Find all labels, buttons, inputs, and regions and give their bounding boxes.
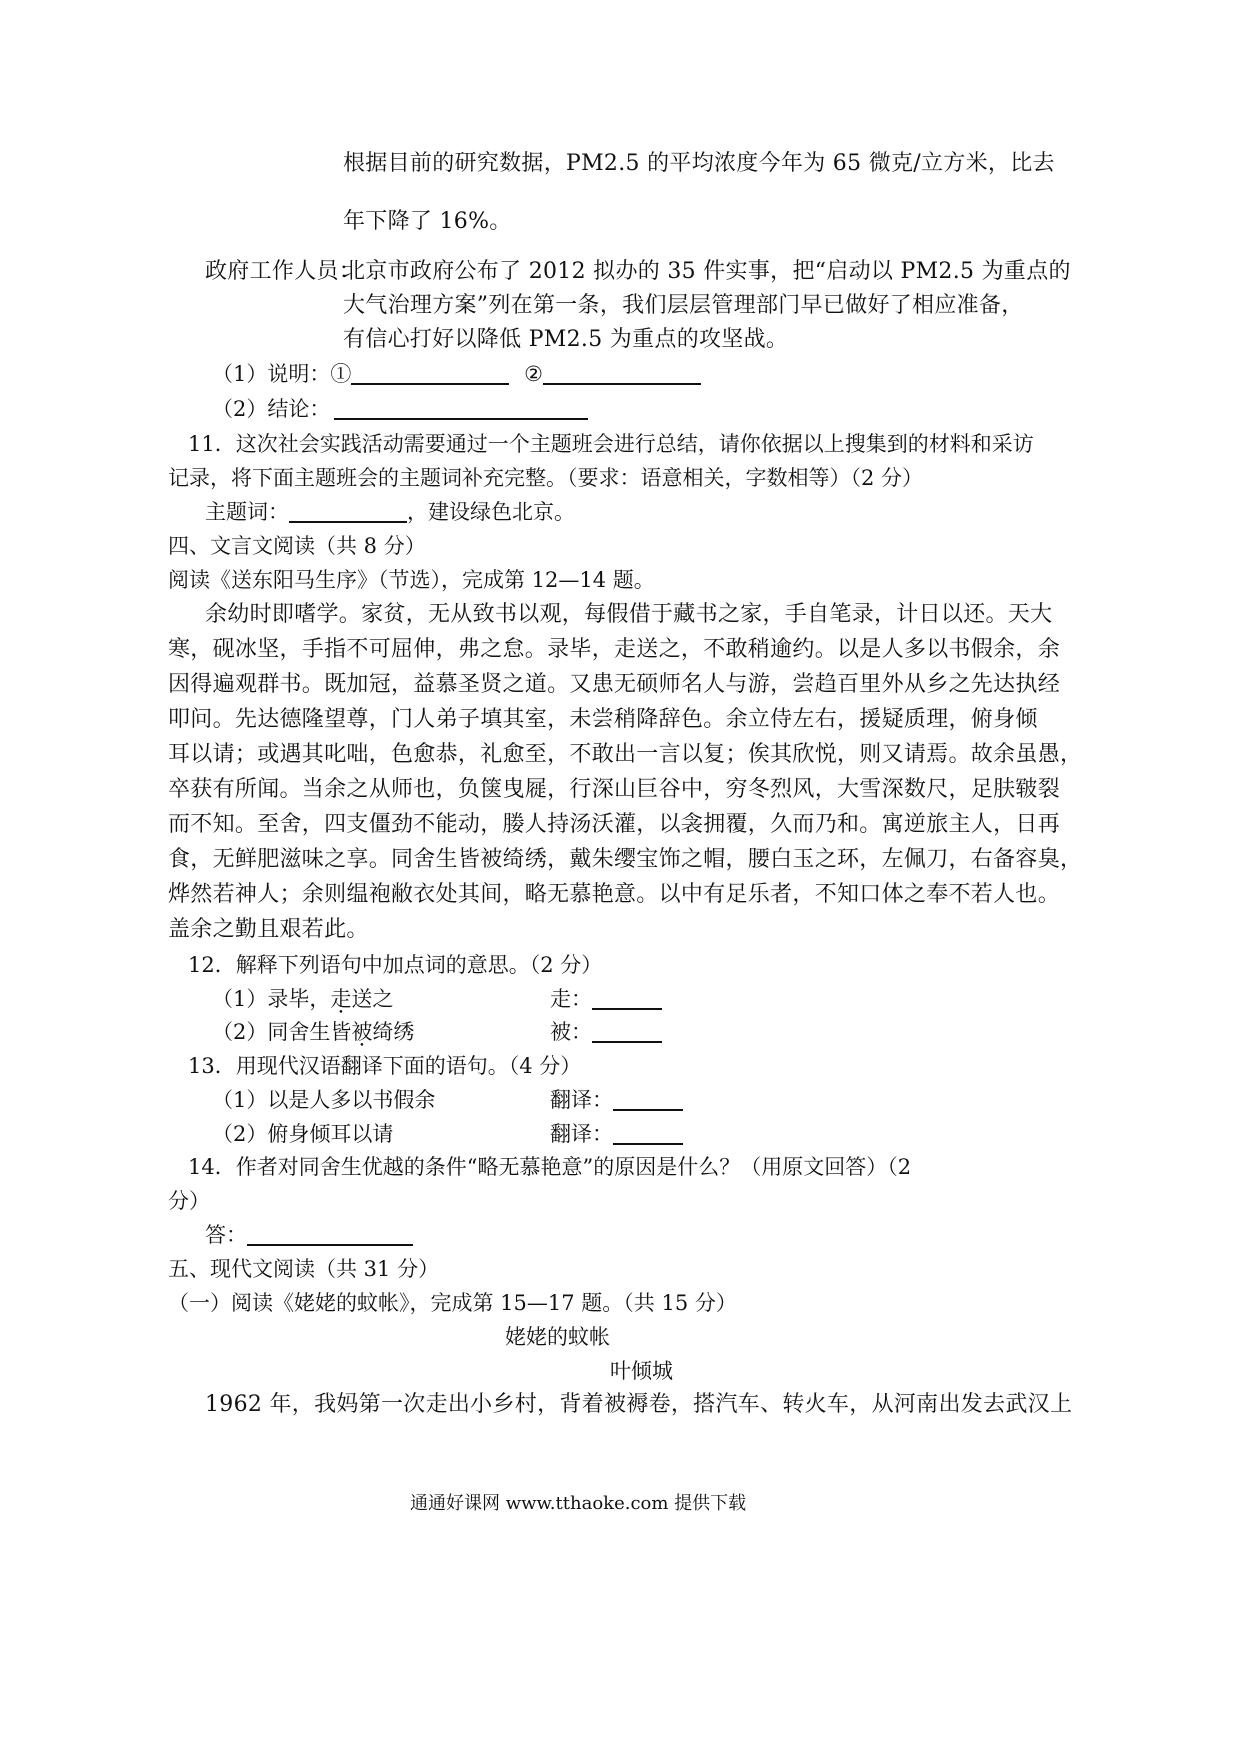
passage-line: 烨然若神人；余则缊袍敝衣处其间，略无慕艳意。以中有足乐者，不知口体之奉不若人也。 bbox=[168, 882, 1061, 907]
answer-blank[interactable] bbox=[592, 988, 662, 1010]
question-14-cont: 分） bbox=[168, 1189, 210, 1213]
q11-theme-suffix: ，建设绿色北京。 bbox=[407, 500, 575, 524]
q13-answer-2 bbox=[550, 1120, 683, 1148]
question-11: 11．这次社会实践活动需要通过一个主题班会进行总结，请你依据以上搜集到的材料和采访 bbox=[188, 432, 1034, 456]
section-intro: （一）阅读《姥姥的蚊帐》，完成第 15—17 题。（共 15 分） bbox=[168, 1291, 737, 1315]
section-heading: 五、现代文阅读（共 31 分） bbox=[168, 1257, 440, 1281]
answer-blank[interactable] bbox=[334, 398, 588, 420]
q11-theme bbox=[205, 498, 575, 526]
article-title: 姥姥的蚊帐 bbox=[505, 1325, 610, 1349]
q13-answer-1 bbox=[550, 1086, 683, 1114]
answer-blank[interactable] bbox=[289, 501, 407, 523]
q12-item-text: 绮绣 bbox=[372, 1020, 415, 1044]
q14-answer bbox=[205, 1221, 413, 1249]
passage-line: 寒，砚冰坚，手指不可屈伸，弗之怠。录毕，走送之，不敢稍逾约。以是人多以书假余，余 bbox=[168, 637, 1061, 662]
q13-answer-label: 翻译： bbox=[550, 1122, 613, 1146]
interview-line: 大气治理方案”列在第一条，我们层层管理部门早已做好了相应准备， bbox=[343, 293, 1024, 318]
q13-answer-label: 翻译： bbox=[550, 1088, 613, 1112]
answer-blank[interactable] bbox=[613, 1123, 683, 1145]
article-line: 1962 年，我妈第一次走出小乡村，背着被褥卷，搭汽车、转火车，从河南出发去武汉上 bbox=[205, 1392, 1073, 1417]
answer-blank[interactable] bbox=[351, 363, 509, 385]
dotted-word: 被 bbox=[351, 1020, 373, 1044]
question-13: 13．用现代汉语翻译下面的语句。（4 分） bbox=[188, 1054, 582, 1078]
q12-item-text: （1）录毕， bbox=[212, 987, 331, 1011]
interview-line: 有信心打好以降低 PM2.5 为重点的攻坚战。 bbox=[343, 327, 789, 352]
q12-answer-label: 走： bbox=[550, 987, 592, 1011]
passage-line: 因得遍观群书。既加冠，益慕圣贤之道。又患无硕师名人与游，尝趋百里外从乡之先达执经 bbox=[168, 672, 1061, 697]
passage-line: 而不知。至舍，四支僵劲不能动，媵人持汤沃灌，以衾拥覆，久而乃和。寓逆旅主人，日再 bbox=[168, 812, 1061, 837]
q12-answer-label: 被： bbox=[550, 1020, 592, 1044]
answer-blank[interactable] bbox=[247, 1224, 413, 1246]
question-12: 12．解释下列语句中加点词的意思。（2 分） bbox=[188, 953, 603, 977]
q10-explain-label: （1）说明：① bbox=[212, 362, 352, 386]
q12-item-text: 送之 bbox=[351, 987, 394, 1011]
q10-explain-mark: ② bbox=[524, 362, 543, 386]
answer-blank[interactable] bbox=[592, 1021, 662, 1043]
question-11-cont: 记录，将下面主题班会的主题词补充完整。（要求：语意相关，字数相等）（2 分） bbox=[168, 466, 924, 490]
interview-line: 北京市政府公布了 2012 拟办的 35 件实事，把“启动以 PM2.5 为重点的 bbox=[343, 259, 1071, 284]
q13-item-1: （1）以是人多以书假余 bbox=[212, 1088, 436, 1112]
passage-line: 耳以请；或遇其叱咄，色愈恭，礼愈至，不敢出一言以复；俟其欣悦，则又请焉。故余虽愚， bbox=[168, 742, 1083, 767]
passage-line: 食，无鲜肥滋味之享。同舍生皆被绮绣，戴朱缨宝饰之帽，腰白玉之环，左佩刀，右备容臭， bbox=[168, 847, 1083, 872]
page-footer: 通通好课网 www.tthaoke.com 提供下载 bbox=[410, 1493, 747, 1514]
q12-item-2 bbox=[212, 1018, 414, 1046]
passage-line: 余幼时即嗜学。家贫，无从致书以观，每假借于藏书之家，手自笔录，计日以还。天大 bbox=[205, 602, 1053, 627]
q12-answer-2 bbox=[550, 1018, 662, 1046]
q10-conclusion-label: （2）结论： bbox=[212, 397, 331, 421]
answer-blank[interactable] bbox=[543, 363, 701, 385]
speaker-label: 政府工作人员： bbox=[205, 259, 362, 284]
section-heading: 四、文言文阅读（共 8 分） bbox=[168, 534, 426, 558]
q13-item-2: （2）俯身倾耳以请 bbox=[212, 1122, 394, 1146]
q12-answer-1 bbox=[550, 985, 662, 1013]
answer-blank[interactable] bbox=[613, 1089, 683, 1111]
q11-theme-label: 主题词： bbox=[205, 500, 289, 524]
passage-line: 叩问。先达德隆望尊，门人弟子填其室，未尝稍降辞色。余立侍左右，援疑质理，俯身倾 bbox=[168, 707, 1038, 732]
interview-line: 年下降了 16%。 bbox=[343, 209, 512, 234]
q14-answer-label: 答： bbox=[205, 1223, 247, 1247]
q12-item-1 bbox=[212, 985, 393, 1013]
q10-explain bbox=[212, 360, 701, 388]
article-author: 叶倾城 bbox=[610, 1359, 673, 1383]
passage-line: 盖余之勤且艰若此。 bbox=[168, 917, 369, 942]
dotted-word: 走 bbox=[330, 987, 352, 1011]
q10-conclusion bbox=[212, 395, 588, 423]
interview-line: 根据目前的研究数据，PM2.5 的平均浓度今年为 65 微克/立方米，比去 bbox=[343, 151, 1055, 176]
q12-item-text: （2）同舍生皆 bbox=[212, 1020, 352, 1044]
section-intro: 阅读《送东阳马生序》（节选），完成第 12—14 题。 bbox=[168, 568, 655, 592]
question-14: 14．作者对同舍生优越的条件“略无慕艳意”的原因是什么？（用原文回答）（2 bbox=[188, 1155, 912, 1179]
passage-line: 卒获有所闻。当余之从师也，负箧曳屣，行深山巨谷中，穷冬烈风，大雪深数尺，足肤皲裂 bbox=[168, 777, 1061, 802]
